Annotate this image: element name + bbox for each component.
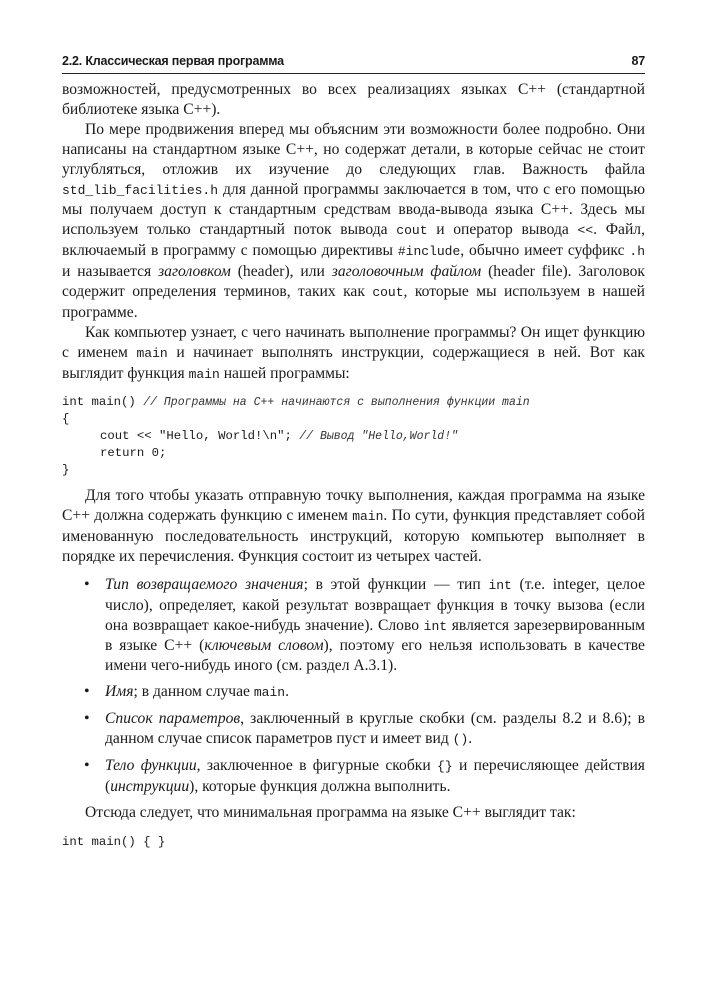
paragraph-5: Отсюда следует, что минимальная программа на языке С++ выглядит так: [85, 803, 576, 821]
code-block-minimal: int main() { } [62, 834, 166, 849]
book-page [62, 54, 645, 849]
inline-code: main [136, 345, 168, 361]
code-line: cout << "Hello, World!\n"; // Вывод "Hello,World!" [100, 428, 458, 443]
bullet-icon: • [84, 710, 90, 728]
bullet-list [62, 575, 645, 797]
bullet-icon: • [84, 683, 90, 701]
code-line: } [62, 462, 70, 477]
emphasis: заголовочным файлом [331, 263, 482, 281]
emphasis: заголовком [158, 263, 231, 281]
paragraph-4: Для того чтобы указать отправную точку выполнения, каждая программа на языке С++ должна содержать функцию с именем main. По сути, функция представляет собой именованную последовательность инструкций, которую компьютер выполняет в порядке их перечисления. Функция состоит из четырех частей. [62, 487, 645, 565]
code-line: { [62, 412, 70, 427]
list-item: • Имя; в данном случае main. [84, 683, 289, 701]
running-header [62, 54, 645, 74]
section-title: 2.2. Классическая первая программа [62, 54, 284, 68]
bullet-icon: • [84, 756, 90, 774]
inline-code: << [577, 223, 594, 239]
paragraph-2: По мере продвижения вперед мы объясним эти возможности более подробно. Они написаны на стандартном языке С++, но содержат детали, в которые сейчас не стоит углубляться, отложив их изучение до следующих глав. Важность файла std_lib_facilities.h для данной программы заключается в том, что с его помощью мы получаем доступ к стандартным средствам ввода-вывода языка С++. Здесь мы используем только стандартный поток вывода cout и оператор вывода <<. Файл, включаемый в программу с помощью директивы #include, обычно имеет суффикс .h и называется заголовком (header), или заголовочным файлом (header file). Заголовок содержит определения терминов, таких как cout, которые мы используем в нашей программе. [62, 120, 646, 321]
inline-code: std_lib_facilities.h [62, 182, 219, 198]
list-item: • Тело функции, заключенное в фигурные скобки {} и перечисляющее действия (инструкции), которые функция должна выполнить. [84, 756, 645, 795]
code-block-main [62, 394, 645, 479]
bullet-icon: • [84, 575, 90, 593]
code-line: return 0; [100, 446, 167, 461]
paragraph-3: Как компьютер узнает, с чего начинать выполнение программы? Он ищет функцию с именем main и начинает выполнять инструкции, содержащиеся в ней. Вот как выглядит функция main нашей программы: [62, 323, 645, 382]
inline-code: #include [397, 244, 461, 260]
code-line: int main() // Программы на С++ начинаются с выполнения функции main [62, 394, 530, 409]
list-item: • Список параметров, заключенный в круглые скобки (см. разделы 8.2 и 8.6); в данном случае список параметров пуст и имеет вид (). [84, 710, 645, 748]
paragraph-1: возможностей, предусмотренных во всех реализациях языках С++ (стандартной библиотеке языка С++). [62, 81, 645, 118]
inline-code: cout [396, 223, 428, 239]
list-item: • Тип возвращаемого значения; в этой функции — тип int (т.е. integer, целое число), определяет, какой результат возвращает функция в точку вызова (если она возвращает какое-нибудь значение). Слово int является зарезервированным в языке С++ (ключевым словом), поэтому его нельзя использовать в качестве имени чего-нибудь иного (см. раздел А.3.1). [84, 575, 645, 675]
inline-code: main [352, 509, 384, 524]
inline-code: main [188, 366, 220, 382]
code-comment: // Программы на С++ начинаются с выполнения функции main [143, 395, 530, 409]
page-number: 87 [631, 54, 645, 68]
inline-code: .h [629, 244, 646, 260]
code-comment: // Вывод "Hello,World!" [299, 429, 458, 443]
inline-code: cout [372, 285, 404, 301]
